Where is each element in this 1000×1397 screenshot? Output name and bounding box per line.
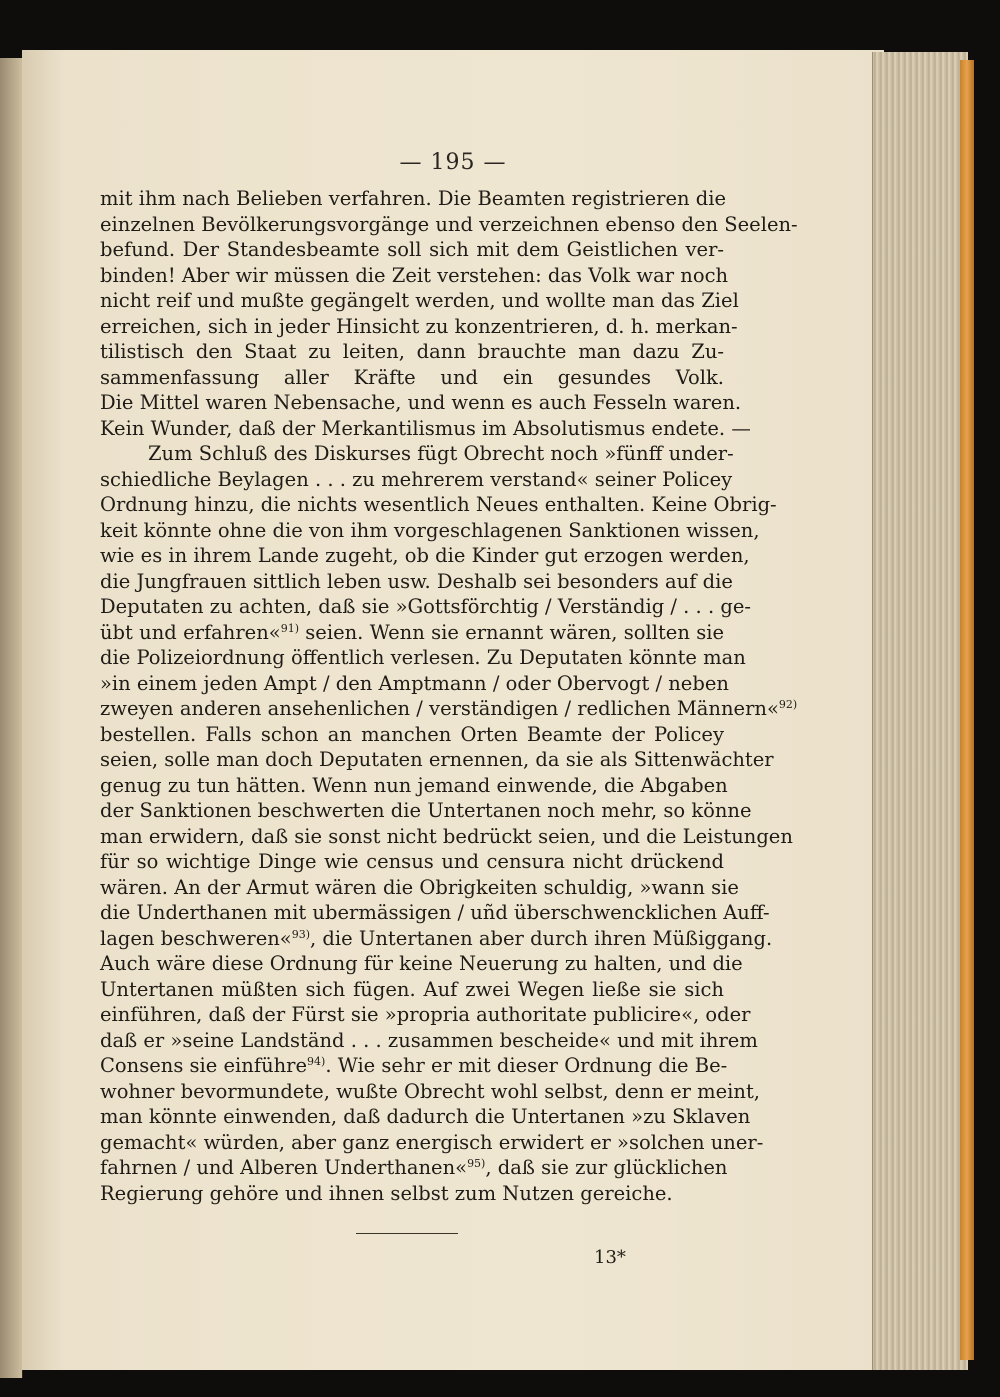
- text-line: bestellen. Falls schon an manchen Orten Beamte der Policey: [100, 722, 724, 746]
- text-line: der Sanktionen beschwerten die Untertanen noch mehr, so könne: [100, 799, 752, 822]
- page-body-text: [100, 186, 798, 1206]
- signature-mark: 13*: [594, 1247, 626, 1268]
- text-line: tilistisch den Staat zu leiten, dann brauchte man dazu Zu-: [100, 340, 724, 363]
- text-segment: , die Untertanen aber durch ihren Müßiggang.: [310, 926, 773, 950]
- text-segment: lagen beschweren«: [100, 926, 292, 950]
- book-page: [22, 50, 884, 1370]
- text-line: daß er »seine Landständ . . . zusammen bescheide« und mit ihrem: [100, 1028, 758, 1052]
- text-line-with-footnote: [100, 620, 724, 646]
- text-line: wie es in ihrem Lande zugeht, ob die Kinder gut erzogen werden,: [100, 544, 750, 567]
- text-segment: fahrnen / und Alberen Underthanen«: [100, 1156, 468, 1179]
- text-line: genug zu tun hätten. Wenn nun jemand einwende, die Abgaben: [100, 773, 728, 797]
- page-stack-edges: [872, 52, 968, 1370]
- text-line: Regierung gehöre und ihnen selbst zum Nutzen gereiche.: [100, 1181, 673, 1205]
- text-line: Die Mittel waren Nebensache, und wenn es auch Fesseln waren.: [100, 391, 742, 414]
- text-line: man erwidern, daß sie sonst nicht bedrückt seien, und die Leistungen: [100, 824, 793, 848]
- footnote-ref[interactable]: 91): [280, 621, 299, 635]
- text-line: Zum Schluß des Diskurses fügt Obrecht noch »fünff under-: [148, 442, 734, 465]
- text-line: Kein Wunder, daß der Merkantilismus im Absolutismus endete. —: [100, 416, 751, 440]
- text-segment: , daß sie zur glücklichen: [485, 1156, 728, 1179]
- text-line: die Jungfrauen sittlich leben usw. Deshalb sei besonders auf die: [100, 569, 733, 593]
- text-line-with-footnote: [100, 1053, 728, 1079]
- footnote-ref[interactable]: 93): [291, 927, 311, 941]
- text-line: mit ihm nach Belieben verfahren. Die Beamten registrieren die: [100, 187, 726, 210]
- text-line: die Underthanen mit ubermässigen / uñd überschwencklichen Auff-: [100, 901, 770, 924]
- text-line: Untertanen müßten sich fügen. Auf zwei Wegen ließe sie sich: [100, 977, 724, 1001]
- text-line-with-footnote: [100, 696, 798, 722]
- text-line: Ordnung hinzu, die nichts wesentlich Neues enthalten. Keine Obrig-: [100, 493, 777, 516]
- text-line: nicht reif und mußte gegängelt werden, und wollte man das Ziel: [100, 289, 739, 312]
- text-line: keit könnte ohne die von ihm vorgeschlagenen Sanktionen wissen,: [100, 518, 760, 542]
- text-line: sammenfassung aller Kräfte und ein gesundes Volk.: [100, 365, 724, 389]
- text-line: schiedliche Beylagen . . . zu mehrerem verstand« seiner Policey: [100, 467, 733, 491]
- text-segment: übt und erfahren«: [100, 620, 281, 644]
- text-segment: zweyen anderen ansehenlichen / verständigen / redlichen Männern«: [100, 697, 779, 720]
- footnote-ref[interactable]: 95): [467, 1157, 486, 1170]
- page-number: — 195 —: [399, 150, 507, 175]
- footnote-ref[interactable]: 94): [307, 1055, 326, 1068]
- book-cover-edge: [960, 60, 974, 1360]
- text-segment: Consens sie einführe: [100, 1054, 308, 1077]
- text-line: binden! Aber wir müssen die Zeit verstehen: das Volk war noch: [100, 263, 729, 287]
- text-line: einführen, daß der Fürst sie »propria authoritate publicire«, oder: [100, 1003, 751, 1026]
- text-line: wohner bevormundete, wußte Obrecht wohl selbst, denn er meint,: [100, 1079, 761, 1103]
- text-line: man könnte einwenden, daß dadurch die Untertanen »zu Sklaven: [100, 1105, 751, 1128]
- text-line-with-footnote: [100, 926, 773, 952]
- footer-rule: [356, 1233, 458, 1234]
- text-line: für so wichtige Dinge wie census und censura nicht drückend: [100, 850, 724, 873]
- text-line: erreichen, sich in jeder Hinsicht zu konzentrieren, d. h. merkan-: [100, 314, 738, 338]
- text-line: befund. Der Standesbeamte soll sich mit dem Geistlichen ver-: [100, 238, 724, 261]
- text-segment: . Wie sehr er mit dieser Ordnung die Be-: [325, 1054, 728, 1077]
- text-line: einzelnen Bevölkerungsvorgänge und verzeichnen ebenso den Seelen-: [100, 212, 798, 236]
- text-line-with-footnote: [100, 1155, 728, 1181]
- text-line: seien, solle man doch Deputaten ernennen, da sie als Sittenwächter: [100, 748, 774, 771]
- text-line: Auch wäre diese Ordnung für keine Neuerung zu halten, und die: [100, 952, 743, 975]
- text-line: die Polizeiordnung öffentlich verlesen. Zu Deputaten könnte man: [100, 646, 746, 669]
- text-line: gemacht« würden, aber ganz energisch erwidert er »solchen uner-: [100, 1130, 764, 1154]
- text-line: wären. An der Armut wären die Obrigkeiten schuldig, »wann sie: [100, 875, 739, 899]
- text-segment: seien. Wenn sie ernannt wären, sollten sie: [299, 620, 724, 644]
- text-line: Deputaten zu achten, daß sie »Gottsförchtig / Verständig / . . . ge-: [100, 595, 751, 618]
- text-line: »in einem jeden Ampt / den Amptmann / oder Obervogt / neben: [100, 671, 729, 695]
- left-page-edge: [0, 58, 23, 1378]
- footnote-ref[interactable]: 92): [778, 698, 798, 711]
